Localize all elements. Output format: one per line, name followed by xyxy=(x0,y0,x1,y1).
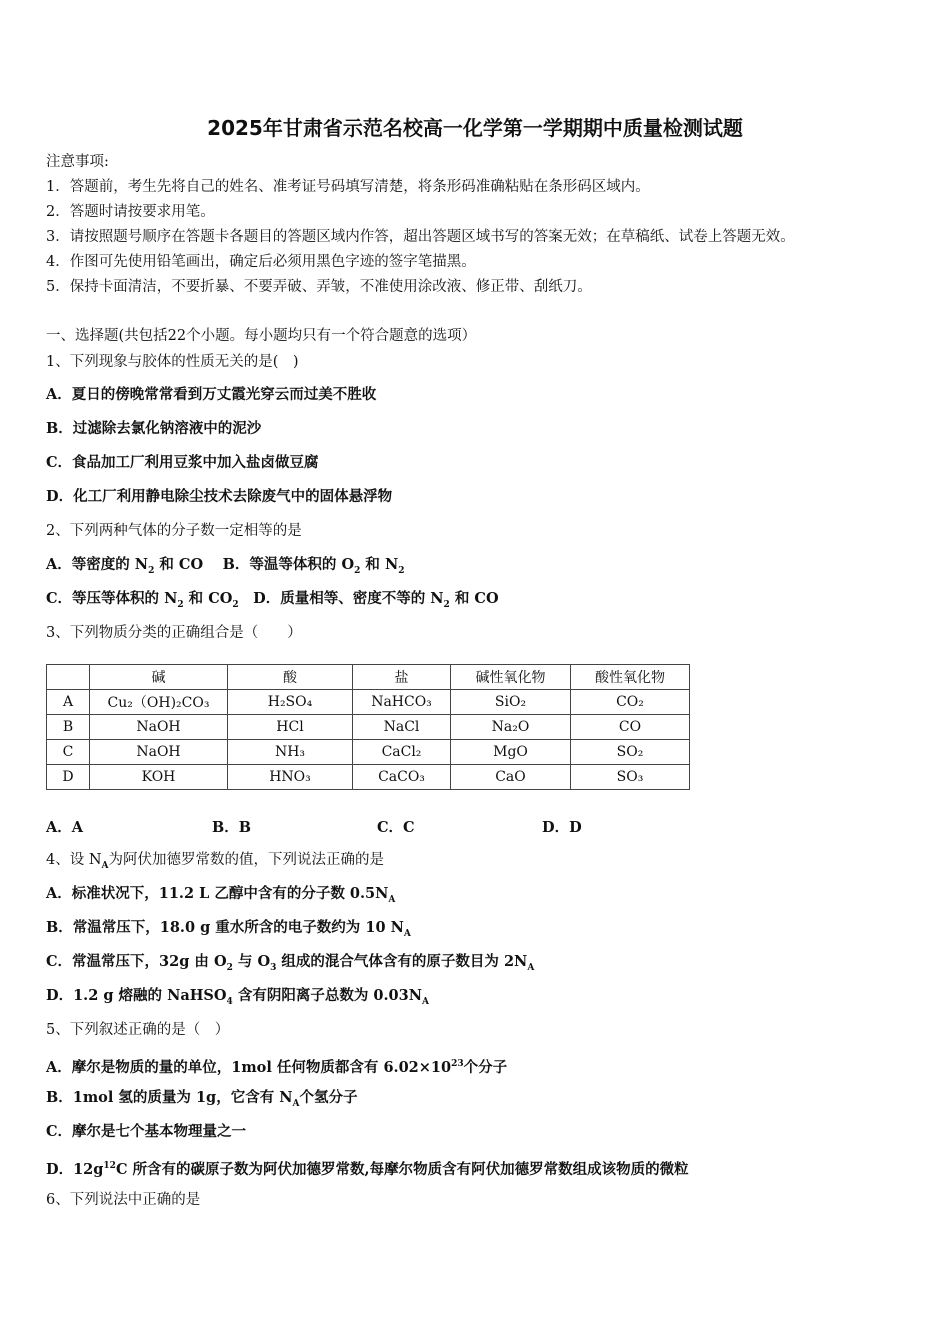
table-row xyxy=(47,715,690,740)
table-cell: CO xyxy=(571,715,690,740)
question-2-options-ab: A．等密度的 $N_2$ 和 CO B．等温等体积的 $O_2$ 和 $N_2$ xyxy=(46,556,405,576)
table-cell: MgO xyxy=(451,740,571,765)
notice-item-3: 3．请按照题号顺序在答题卡各题目的答题区域内作答，超出答题区域书写的答案无效；在草稿纸、试卷上答题无效。 xyxy=(46,229,795,245)
question-1-option-a: A．夏日的傍晚常常看到万丈霞光穿云而过美不胜收 xyxy=(46,386,377,403)
table-cell: NaCl xyxy=(353,715,451,740)
table-header-cell: 碱 xyxy=(90,665,228,690)
notice-item-5: 5．保持卡面清洁，不要折暴、不要弄破、弄皱，不准使用涂改液、修正带、刮纸刀。 xyxy=(46,279,592,295)
question-3-option-d: D．D xyxy=(542,819,582,836)
page-title: 2025年甘肃省示范名校高一化学第一学期期中质量检测试题 xyxy=(207,116,743,140)
question-3-stem: 3、下列物质分类的正确组合是（ ） xyxy=(46,625,302,641)
question-4-option-c: C．常温常压下，32g 由 $O_2$ 与 $O_3$ 组成的混合气体含有的原子数目为 $2N_A$ xyxy=(46,953,535,973)
question-5-option-d: D．$12g^{12}C$ 所含有的碳原子数为阿伏加德罗常数,每摩尔物质含有阿伏加德罗常数组成该物质的微粒 xyxy=(46,1160,689,1178)
table-cell: NaHCO₃ xyxy=(353,690,451,715)
table-cell: HCl xyxy=(228,715,353,740)
table-header-cell: 酸性氧化物 xyxy=(571,665,690,690)
table-cell: Na₂O xyxy=(451,715,571,740)
question-2-options-cd: C．等压等体积的 $N_2$ 和 $CO_2$ D．质量相等、密度不等的 $N_2$ 和 CO xyxy=(46,590,499,610)
question-4-stem: 4、设 $N_A$为阿伏加德罗常数的值，下列说法正确的是 xyxy=(46,852,385,871)
table-row xyxy=(47,740,690,765)
question-1-option-d: D．化工厂利用静电除尘技术去除废气中的固体悬浮物 xyxy=(46,488,393,505)
table-cell: SO₂ xyxy=(571,740,690,765)
notice-heading: 注意事项: xyxy=(46,154,109,170)
table-cell: C xyxy=(47,740,90,765)
table-header-cell: 酸 xyxy=(228,665,353,690)
table-header-cell: 盐 xyxy=(353,665,451,690)
table-cell: NaOH xyxy=(90,740,228,765)
notice-item-2: 2．答题时请按要求用笔。 xyxy=(46,204,215,220)
table-cell: SiO₂ xyxy=(451,690,571,715)
question-4-option-d: D．1.2 g 熔融的 NaHSO$_4$ 含有阴阳离子总数为 $0.03N_A$ xyxy=(46,987,429,1007)
question-1-option-c: C．食品加工厂利用豆浆中加入盐卤做豆腐 xyxy=(46,454,319,471)
table-cell: SO₃ xyxy=(571,765,690,790)
table-cell: B xyxy=(47,715,90,740)
table-row xyxy=(47,690,690,715)
question-5-option-c: C．摩尔是七个基本物理量之一 xyxy=(46,1123,247,1140)
table-cell: CaCl₂ xyxy=(353,740,451,765)
table-cell: NH₃ xyxy=(228,740,353,765)
table-row xyxy=(47,765,690,790)
table-cell: H₂SO₄ xyxy=(228,690,353,715)
notice-item-4: 4．作图可先使用铅笔画出，确定后必须用黑色字迹的签字笔描黑。 xyxy=(46,254,476,270)
question-5-option-b: B．1mol 氢的质量为 1g，它含有 $N_A$个氢分子 xyxy=(46,1089,358,1109)
section-heading: 一、选择题(共包括22个小题。每小题均只有一个符合题意的选项） xyxy=(46,328,477,344)
question-3-option-a: A．A xyxy=(46,819,84,836)
table-cell: D xyxy=(47,765,90,790)
table-header-row xyxy=(47,665,690,690)
question-3-option-c: C．C xyxy=(377,819,415,836)
question-1-option-b: B．过滤除去氯化钠溶液中的泥沙 xyxy=(46,420,262,437)
notice-item-1: 1．答题前，考生先将自己的姓名、准考证号码填写清楚，将条形码准确粘贴在条形码区域内。 xyxy=(46,179,650,195)
table-cell: CaO xyxy=(451,765,571,790)
table-cell: CO₂ xyxy=(571,690,690,715)
table-cell: KOH xyxy=(90,765,228,790)
question-2-stem: 2、下列两种气体的分子数一定相等的是 xyxy=(46,523,302,539)
question-5-stem: 5、下列叙述正确的是（ ） xyxy=(46,1022,230,1038)
table-cell: CaCO₃ xyxy=(353,765,451,790)
question-4-option-b: B．常温常压下，18.0 g 重水所含的电子数约为 10 $N_A$ xyxy=(46,919,411,939)
table-cell: NaOH xyxy=(90,715,228,740)
question-3-options xyxy=(46,816,746,836)
table-header-cell: 碱性氧化物 xyxy=(451,665,571,690)
classification-table xyxy=(46,664,690,790)
question-5-option-a: A．摩尔是物质的量的单位，1mol 任何物质都含有 $6.02\times 10^{23}$个分子 xyxy=(46,1058,508,1076)
table-cell: Cu₂（OH)₂CO₃ xyxy=(90,690,228,715)
question-3-option-b: B．B xyxy=(212,819,252,836)
question-4-option-a: A．标准状况下，11.2 L 乙醇中含有的分子数 $0.5N_A$ xyxy=(46,885,396,905)
question-6-stem: 6、下列说法中正确的是 xyxy=(46,1192,201,1208)
table-header-cell xyxy=(47,665,90,690)
table-cell: HNO₃ xyxy=(228,765,353,790)
table-cell: A xyxy=(47,690,90,715)
question-1-stem: 1、下列现象与胶体的性质无关的是( ) xyxy=(46,354,299,370)
